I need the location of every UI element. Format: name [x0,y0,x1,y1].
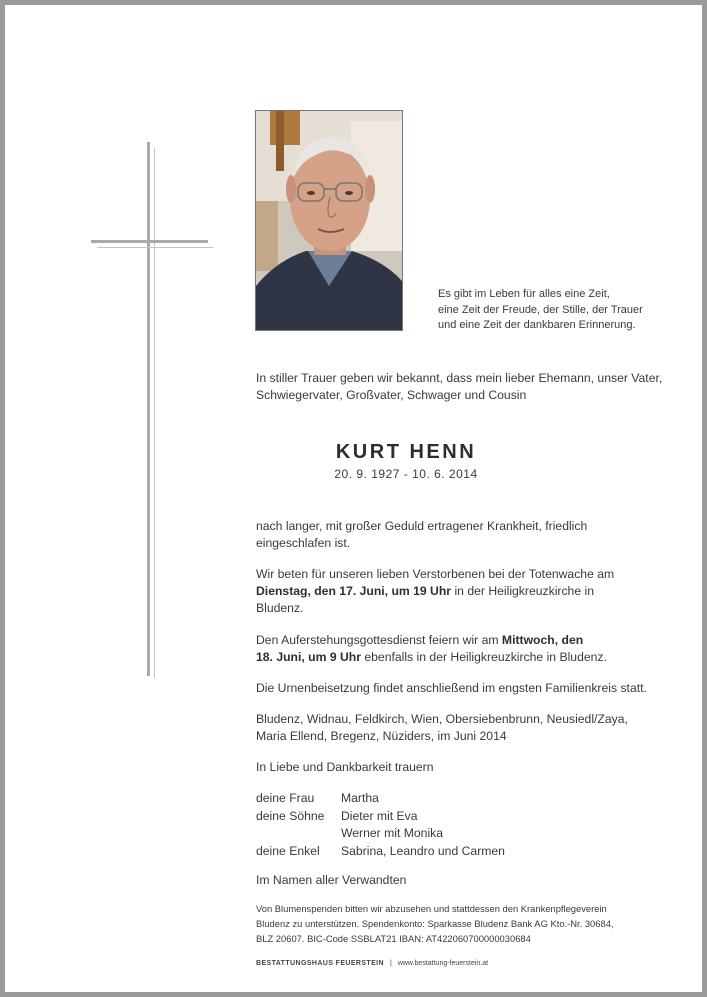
mass-location: ebenfalls in der Heiligkreuzkirche in Bludenz. [360,650,607,664]
paragraph-line: Bludenz, Widnau, Feldkirch, Wien, Obersiebenbrunn, Neusiedl/Zaya, [256,712,628,726]
donation-notice [256,901,614,946]
wake-paragraph [256,566,614,617]
paragraph-line: Wir beten für unseren lieben Verstorbenen bei der Totenwache am [256,567,615,581]
donation-line: BLZ 20607. BIC-Code SSBLAT21 IBAN: AT422060700000030684 [256,933,531,944]
family-relation: deine Frau [256,791,315,805]
passing-paragraph [256,518,587,552]
family-relation: deine Söhne [256,808,325,823]
portrait-photo [255,110,403,331]
paragraph-line [256,583,614,600]
obituary-sheet [5,5,702,992]
paragraph-line: eingeschlafen ist. [256,536,351,550]
cross-horizontal-shadow [97,247,213,248]
donation-line: Von Blumenspenden bitten wir abzusehen und stattdessen den Krankenpflegeverein [256,903,607,914]
family-names: Martha [341,791,379,805]
motto-line: eine Zeit der Freude, der Stille, der Trauer [438,303,643,316]
paragraph-line [256,632,607,649]
mass-date-time: 18. Juni, um 9 Uhr [256,650,361,664]
intro-line: Schwiegervater, Großvater, Schwager und Cousin [256,388,527,402]
mass-intro: Den Auferstehungsgottesdienst feiern wir am [256,633,502,647]
funeral-home-name: BESTATTUNGSHAUS FEUERSTEIN [256,960,384,967]
wake-location: in der Heiligkreuzkirche in [451,584,594,598]
paragraph-line [256,649,607,666]
announcement-intro [256,370,662,404]
motto-line: und eine Zeit der dankbaren Erinnerung. [438,319,636,331]
relatives-line: Im Namen aller Verwandten [256,873,407,887]
mass-paragraph [256,632,607,666]
urn-burial-paragraph: Die Urnenbeisetzung findet anschließend im engsten Familienkreis statt. [256,681,647,695]
paragraph-line: Bludenz. [256,601,304,615]
funeral-home-footer [256,959,488,969]
motto-line: Es gibt im Leben für alles eine Zeit, [438,288,610,300]
wake-date-time: Dienstag, den 17. Juni, um 19 Uhr [256,584,452,598]
family-relation: deine Enkel [256,843,320,858]
donation-line: Bludenz zu unterstützen. Spendenkonto: Sparkasse Bludenz Bank AG Kto.-Nr. 30684, [256,918,614,929]
family-names: Werner mit Monika [341,826,444,840]
places-paragraph [256,711,628,745]
mourning-line: In Liebe und Dankbarkeit trauern [256,760,434,774]
cross-vertical-beam [147,142,150,676]
life-dates: 20. 9. 1927 - 10. 6. 2014 [334,467,478,481]
cross-horizontal-beam [91,240,208,243]
memorial-motto [438,287,643,334]
cross-vertical-shadow [154,148,155,678]
footer-separator: | [389,960,392,967]
deceased-name: KURT HENN [335,441,477,463]
intro-line: In stiller Trauer geben wir bekannt, dass mein lieber Ehemann, unser Vater, [256,371,663,385]
family-names: Sabrina, Leandro und Carmen [341,843,505,858]
paragraph-line: Maria Ellend, Bregenz, Nüziders, im Juni 2014 [256,729,507,743]
family-names: Dieter mit Eva [341,808,418,823]
paragraph-line: nach langer, mit großer Geduld ertragener Krankheit, friedlich [256,519,588,533]
funeral-home-website[interactable]: www.bestattung-feuerstein.at [397,960,489,967]
mass-day: Mittwoch, den [501,633,584,647]
